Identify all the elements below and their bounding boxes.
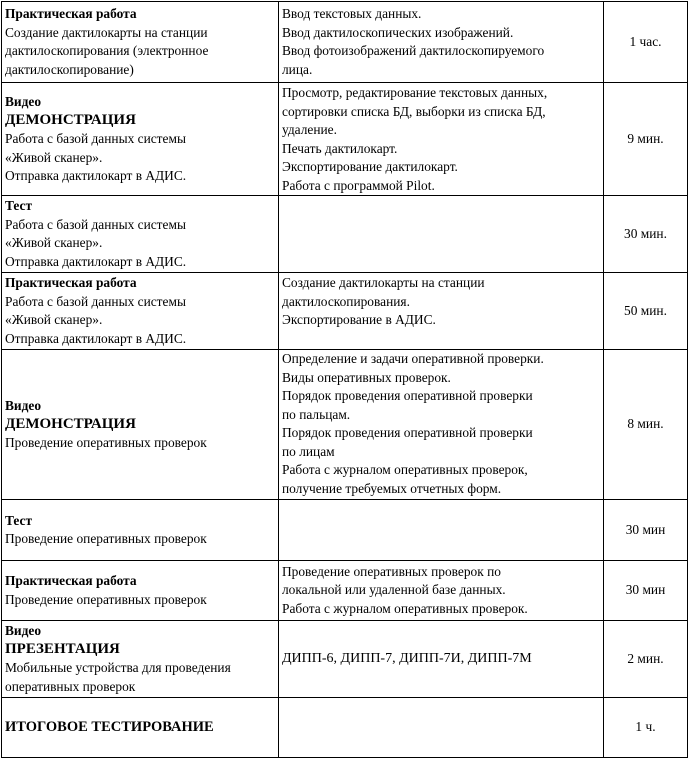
activity-cell <box>2 273 279 350</box>
activity-title-line: «Живой сканер». <box>5 312 103 327</box>
activity-type: Видео <box>5 93 42 109</box>
activity-title-line: Мобильные устройства для проведения <box>5 660 231 676</box>
topic-line: Ввод фотоизображений дактилоскопируемого <box>282 43 545 58</box>
activity-subtype: ДЕМОНСТРАЦИЯ <box>5 416 136 432</box>
activity-cell <box>2 350 279 500</box>
table-row <box>2 500 688 561</box>
activity-title-line: оперативных проверок <box>5 678 136 694</box>
topics-cell <box>279 561 604 621</box>
duration-cell: 30 мин. <box>604 196 688 273</box>
table-row <box>2 621 688 698</box>
final-testing-label: ИТОГОВОЕ ТЕСТИРОВАНИЕ <box>5 719 214 736</box>
topic-line: Экспортирование дактилокарт. <box>282 159 458 174</box>
activity-title-line: «Живой сканер». <box>5 149 103 165</box>
topics-cell <box>279 2 604 83</box>
topics-cell <box>279 500 604 561</box>
topic-line: Виды оперативных проверок. <box>282 369 451 385</box>
topic-line: Определение и задачи оперативной проверки. <box>282 351 544 366</box>
activity-title-line: Работа с базой данных системы <box>5 293 186 309</box>
activity-cell <box>2 2 279 83</box>
training-plan-table <box>1 1 688 758</box>
topic-line: получение требуемых отчетных форм. <box>282 480 502 496</box>
activity-title-line: «Живой сканер». <box>5 235 103 250</box>
activity-title-line: Проведение оперативных проверок <box>5 591 207 607</box>
table-row <box>2 2 688 83</box>
table-row <box>2 561 688 621</box>
topic-line: Печать дактилокарт. <box>282 140 398 156</box>
topics-cell <box>279 273 604 350</box>
topic-line: по пальцам. <box>282 406 351 422</box>
activity-title-line: Отправка дактилокарт в АДИС. <box>5 253 187 269</box>
duration-cell: 9 мин. <box>604 83 688 196</box>
topic-line: лица. <box>282 61 313 77</box>
activity-cell <box>2 196 279 273</box>
topics-cell <box>279 83 604 196</box>
topic-line: удаление. <box>282 122 337 137</box>
topic-line: Экспортирование в АДИС. <box>282 312 436 327</box>
duration-cell: 1 ч. <box>604 698 688 758</box>
topics-cell <box>279 698 604 758</box>
activity-title-line: Работа с базой данных системы <box>5 131 186 146</box>
topic-line: Работа с программой Pilot. <box>282 177 435 193</box>
topic-line: Ввод дактилоскопических изображений. <box>282 24 514 40</box>
topic-line: Просмотр, редактирование текстовых данных, <box>282 85 548 100</box>
duration-cell: 2 мин. <box>604 621 688 698</box>
activity-title-line: Создание дактилокарты на станции <box>5 24 208 40</box>
topic-line: Создание дактилокарты на станции <box>282 275 485 290</box>
table-row <box>2 273 688 350</box>
topic-line: сортировки списка БД, выборки из списка БД, <box>282 103 546 119</box>
duration-cell: 8 мин. <box>604 350 688 500</box>
topics-cell <box>279 621 604 698</box>
duration-cell: 1 час. <box>604 2 688 83</box>
topic-line: дактилоскопирования. <box>282 293 410 309</box>
topic-line: Порядок проведения оперативной проверки <box>282 425 533 440</box>
duration-cell: 30 мин <box>604 500 688 561</box>
topics-cell <box>279 196 604 273</box>
topic-line: локальной или удаленной базе данных. <box>282 582 506 598</box>
activity-title-line: дактилоскопирования (электронное <box>5 43 209 58</box>
activity-type: Тест <box>5 512 33 528</box>
topic-line: Порядок проведения оперативной проверки <box>282 388 533 403</box>
topic-line: Работа с журналом оперативных проверок. <box>282 600 528 616</box>
table-row <box>2 698 688 758</box>
activity-type: Практическая работа <box>5 573 137 588</box>
topic-line: Ввод текстовых данных. <box>282 6 422 21</box>
activity-cell <box>2 621 279 698</box>
activity-cell <box>2 561 279 621</box>
activity-type: Практическая работа <box>5 6 137 21</box>
topic-line: Проведение оперативных проверок по <box>282 563 501 579</box>
table-row <box>2 350 688 500</box>
topic-line: по лицам <box>282 443 335 459</box>
topic-line: ДИПП-6, ДИПП-7, ДИПП-7И, ДИПП-7М <box>282 650 532 666</box>
activity-title-line: Работа с базой данных системы <box>5 216 186 232</box>
activity-subtype: ПРЕЗЕНТАЦИЯ <box>5 641 120 658</box>
activity-cell <box>2 698 279 758</box>
activity-type: Видео <box>5 622 42 638</box>
activity-title-line: дактилоскопирование) <box>5 61 134 77</box>
table-row <box>2 83 688 196</box>
activity-type: Видео <box>5 397 42 413</box>
activity-title-line: Отправка дактилокарт в АДИС. <box>5 168 187 183</box>
activity-type: Тест <box>5 198 33 213</box>
activity-type: Практическая работа <box>5 275 137 290</box>
duration-cell: 30 мин <box>604 561 688 621</box>
activity-title-line: Проведение оперативных проверок <box>5 435 207 450</box>
activity-subtype: ДЕМОНСТРАЦИЯ <box>5 112 136 128</box>
duration-cell: 50 мин. <box>604 273 688 350</box>
topic-line: Работа с журналом оперативных проверок, <box>282 462 528 477</box>
activity-title-line: Отправка дактилокарт в АДИС. <box>5 330 187 346</box>
activity-cell <box>2 500 279 561</box>
topics-cell <box>279 350 604 500</box>
activity-title-line: Проведение оперативных проверок <box>5 531 207 546</box>
activity-cell <box>2 83 279 196</box>
table-row <box>2 196 688 273</box>
